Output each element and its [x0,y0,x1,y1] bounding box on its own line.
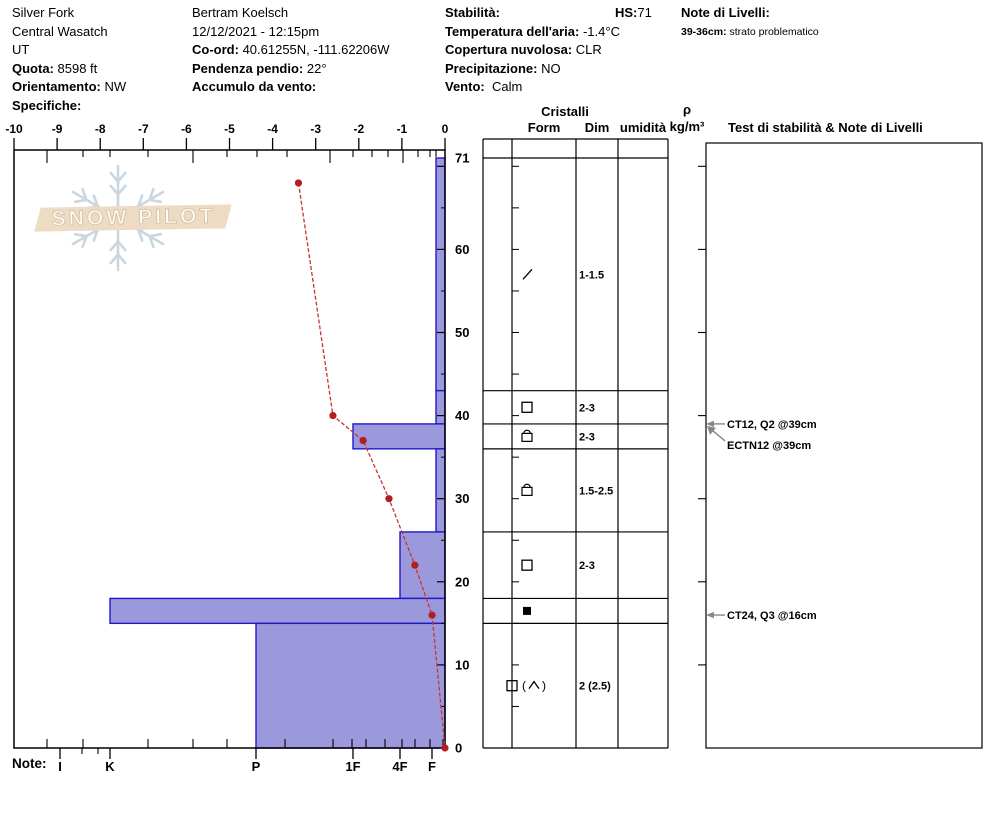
location-name: Silver Fork [12,5,75,20]
level-note-range: 39-36cm: [681,25,727,38]
svg-text:50: 50 [455,325,470,341]
svg-text:-3: -3 [310,122,322,136]
air-temp-value: -1.4°C [582,23,620,39]
watermark-text: SNOW PILOT [50,204,216,231]
temperature-axis [5,122,448,163]
grain-form-crust-icon [523,607,531,615]
svg-text:-9: -9 [51,122,63,136]
temperature-point [441,744,448,751]
stability-tests-header: Test di stabilità & Note di Livelli [728,120,923,135]
aspect-value: NW [104,79,127,94]
svg-text:0: 0 [455,740,463,756]
air-temp-label: Temperatura dell'aria: [445,23,580,39]
elevation-value: 8598 ft [57,60,98,76]
footer-note-label: Note: [12,756,47,771]
wind-loading-label: Accumulo da vento: [192,79,317,94]
temperature-point [428,611,435,618]
coordinates-label: Co-ord: [192,42,239,57]
svg-text:4F: 4F [392,759,408,774]
svg-text:20: 20 [455,574,470,590]
svg-text:2-3: 2-3 [579,402,595,415]
svg-text:-6: -6 [181,122,192,136]
precip-value: NO [541,60,561,76]
svg-text:-7: -7 [137,122,149,136]
layer-bar [256,623,445,748]
sky-cover-label: Copertura nuvolosa: [445,42,573,57]
wind-value: Calm [491,79,523,94]
wind-label: Vento: [445,79,485,94]
humidity-column-header: umidità [619,120,667,135]
svg-text:40: 40 [455,408,470,424]
location-region: Central Wasatch [12,23,108,39]
svg-text:ECTN12 @39cm: ECTN12 @39cm [727,439,812,452]
density-rho-header: ρ [682,102,692,117]
svg-text:1F: 1F [345,759,361,774]
slope-value: 22° [306,60,327,76]
svg-text:I: I [58,759,62,774]
svg-text:K: K [105,759,115,774]
tests-notes-column [698,143,982,748]
svg-text:P: P [251,759,261,774]
precip-label: Precipitazione: [445,60,538,76]
grain-form-rounding-facet-icon [522,487,532,495]
svg-text:-2: -2 [353,122,365,136]
svg-text:): ) [542,678,546,693]
elevation-label: Quota: [12,60,54,76]
grain-form-facet-icon [522,560,532,570]
layer-bar [353,424,445,449]
level-note-text: strato problematico [729,25,819,38]
svg-text:1-1.5: 1-1.5 [579,269,605,282]
temperature-point [360,437,367,444]
svg-text:CT24, Q3 @16cm: CT24, Q3 @16cm [727,610,817,623]
grain-form-depth-hoar-icon [529,682,539,689]
location-state: UT [12,42,30,57]
slope-label: Pendenza pendio: [192,60,304,76]
svg-text:-5: -5 [224,122,235,136]
svg-text:-10: -10 [5,122,23,136]
svg-text:-8: -8 [94,122,106,136]
observation-datetime: 12/12/2021 - 12:15pm [192,23,320,39]
aspect-label: Orientamento: [12,79,101,94]
crystal-table [483,139,668,748]
svg-text:71: 71 [455,150,470,166]
svg-text:30: 30 [455,491,470,507]
sky-cover-value: CLR [575,42,602,57]
svg-text:-1: -1 [396,122,408,136]
temperature-point [295,179,302,186]
snow-height-label: HS: [615,5,638,20]
arrow-left-icon [706,612,714,618]
grain-form-facet-icon [522,402,532,412]
dim-column-header: Dim [584,120,610,135]
specifics-label: Specifiche: [12,97,82,113]
hardness-layer-bars [110,158,445,748]
svg-text:1.5-2.5: 1.5-2.5 [579,485,614,498]
coordinates-value: 40.61255N, -111.62206W [242,42,390,57]
svg-text:CT12, Q2 @39cm: CT12, Q2 @39cm [727,418,817,431]
form-column-header: Form [527,120,561,135]
svg-text:0: 0 [441,122,449,136]
svg-text:2-3: 2-3 [579,560,595,573]
stability-label: Stabilità: [445,5,500,20]
temperature-point [385,495,392,502]
arrow-up-left-icon [707,426,716,435]
layer-bar [436,391,445,424]
svg-text:2-3: 2-3 [579,431,595,444]
density-unit-header: kg/m³ [669,119,705,134]
layer-bar [110,598,445,623]
temperature-point [411,562,418,569]
svg-text:(: ( [522,678,526,693]
layer-bar [436,158,445,391]
layer-bar [436,449,445,532]
snow-height-value: 71 [637,5,652,20]
svg-text:60: 60 [455,241,470,257]
svg-text:-4: -4 [267,122,278,136]
svg-text:F: F [428,759,436,774]
crystals-title: Cristalli [541,104,589,119]
svg-text:2 (2.5): 2 (2.5) [579,680,611,693]
svg-text:10: 10 [455,657,470,673]
grain-form-rounding-facet-icon [522,433,532,441]
level-notes-title: Note di Livelli: [681,5,770,20]
temperature-point [329,412,336,419]
observer-name: Bertram Koelsch [192,5,289,20]
